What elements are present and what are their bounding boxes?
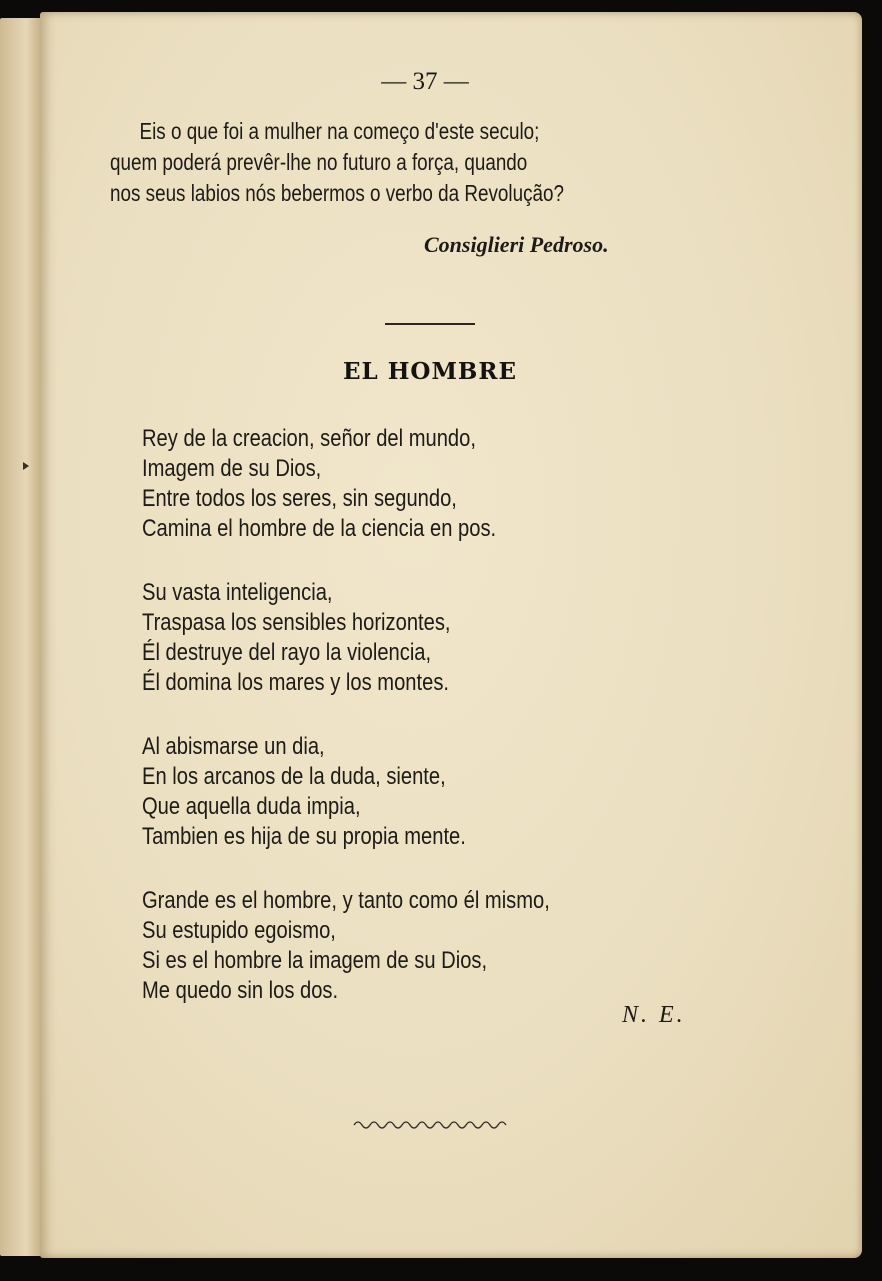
- previous-page-edge: [0, 18, 44, 1256]
- verse-line: Traspasa los sensibles horizontes,: [142, 609, 451, 636]
- prose-paragraph: [110, 116, 651, 209]
- verse-line: Él destruye del rayo la violencia,: [142, 639, 432, 666]
- verse-line: Su estupido egoismo,: [142, 917, 336, 944]
- page-number: — 37 —: [381, 68, 469, 95]
- stanza-4: [142, 886, 730, 1006]
- verse-line: Grande es el hombre, y tanto como él mismo,: [142, 887, 550, 914]
- section-divider: [385, 323, 475, 325]
- wavy-ornament-icon: [352, 1118, 512, 1132]
- verse-line: Me quedo sin los dos.: [142, 977, 339, 1004]
- verse-line: Rey de la creacion, señor del mundo,: [142, 425, 476, 452]
- verse-line: En los arcanos de la duda, siente,: [142, 763, 446, 790]
- verse-line: Camina el hombre de la ciencia en pos.: [142, 515, 497, 542]
- verse-line: Entre todos los seres, sin segundo,: [142, 485, 457, 512]
- stanza-2: [142, 578, 730, 698]
- verse-line: Tambien es hija de su propia mente.: [142, 823, 466, 850]
- prose-line: nos seus labios nós bebermos o verbo da Revolução?: [110, 180, 564, 206]
- poem-signature: N. E.: [622, 1002, 686, 1028]
- prose-line: Eis o que foi a mulher na começo d'este seculo;: [139, 118, 540, 144]
- verse-line: Que aquella duda impia,: [142, 793, 361, 820]
- verse-line: Al abismarse un dia,: [142, 733, 325, 760]
- verse-line: Si es el hombre la imagem de su Dios,: [142, 947, 488, 974]
- page-edge-mark: [23, 462, 29, 470]
- stanza-1: [142, 424, 730, 544]
- stanza-3: [142, 732, 730, 852]
- author-signature: Consiglieri Pedroso.: [424, 232, 609, 257]
- prose-line: quem poderá prevêr-lhe no futuro a força, quando: [110, 149, 528, 175]
- verse-line: Imagem de su Dios,: [142, 455, 322, 482]
- poem: [142, 424, 730, 1040]
- verse-line: Su vasta inteligencia,: [142, 579, 333, 606]
- poem-title: EL HOMBRE: [342, 358, 518, 385]
- verse-line: Él domina los mares y los montes.: [142, 669, 450, 696]
